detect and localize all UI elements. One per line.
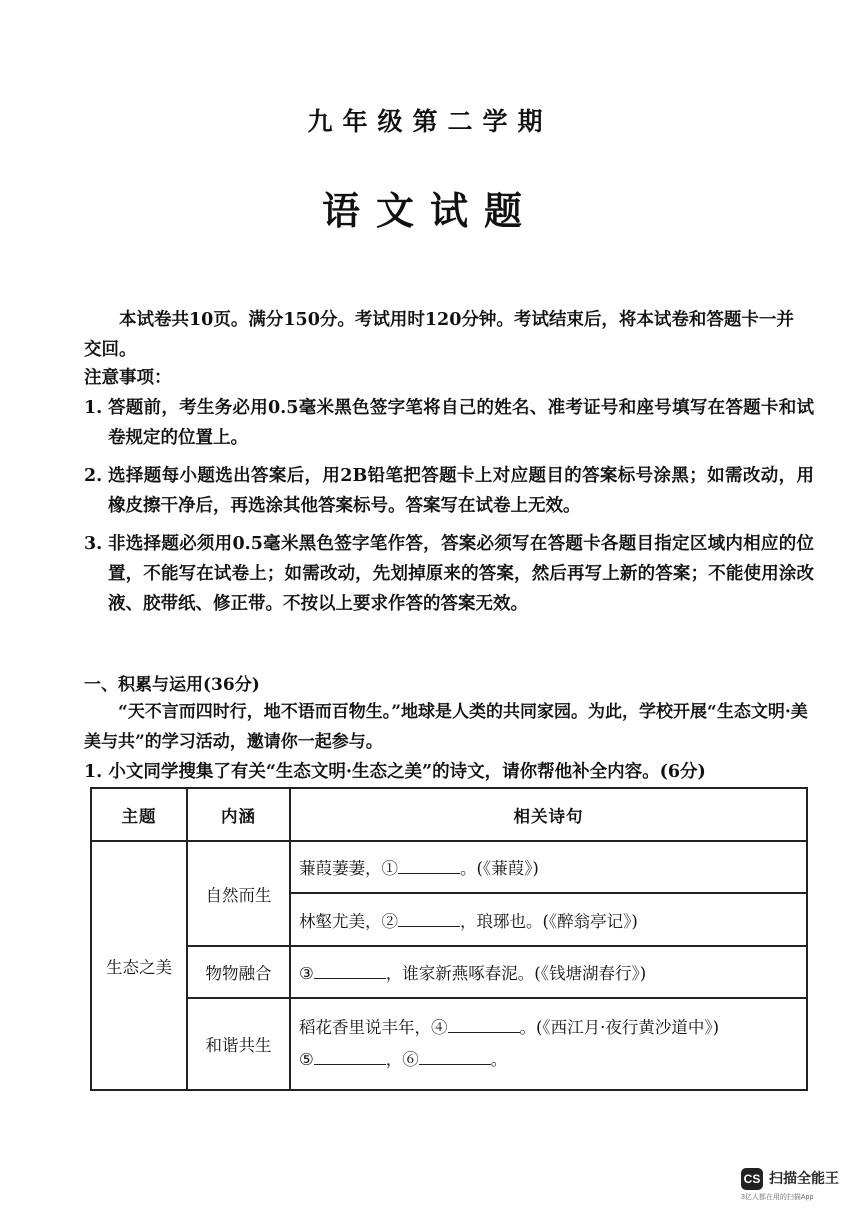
answer-blank-1[interactable] bbox=[398, 857, 460, 875]
watermark-text bbox=[769, 1168, 839, 1188]
exam-subtitle: 九年级第二学期 bbox=[307, 107, 553, 136]
poem-text: 。(《蒹葭》) bbox=[460, 859, 539, 878]
scanner-watermark bbox=[741, 1168, 839, 1201]
notice-item-text: 答题前，考生务必用0.5毫米黑色签字笔将自己的姓名、准考证号和座号填写在答题卡和试卷规定的位置上。 bbox=[108, 398, 814, 448]
poem-cell bbox=[290, 893, 807, 946]
poem-text: 林壑尤美，② bbox=[299, 911, 398, 931]
camscanner-logo-icon: CS bbox=[741, 1168, 763, 1190]
notice-item-number: 1. bbox=[84, 398, 103, 418]
meaning-cell: 和谐共生 bbox=[187, 998, 290, 1090]
header-theme: 主题 bbox=[91, 788, 187, 841]
notice-list bbox=[84, 393, 814, 627]
exam-intro: 本试卷共10页。满分150分。考试用时120分钟。考试结束后，将本试卷和答题卡一并交回。 bbox=[84, 310, 794, 360]
poem-text: ⑤ bbox=[299, 1050, 314, 1069]
table-row bbox=[91, 998, 807, 1090]
poem-line bbox=[299, 1012, 798, 1044]
question-1: 1. 小文同学搜集了有关“生态文明·生态之美”的诗文，请你帮他补全内容。(6分) bbox=[84, 762, 706, 782]
section-heading: 一、积累与运用(36分) bbox=[84, 675, 260, 695]
poem-text: 蒹葭萋萋，① bbox=[299, 859, 398, 878]
answer-blank-5[interactable] bbox=[314, 1048, 386, 1066]
table-row bbox=[91, 841, 807, 893]
watermark-name: 扫描全能王 bbox=[769, 1170, 839, 1186]
answer-blank-6[interactable] bbox=[419, 1048, 491, 1066]
watermark-tagline: 3亿人都在用的扫描App bbox=[741, 1194, 814, 1201]
notice-item-number: 3. bbox=[84, 534, 103, 554]
meaning-cell: 自然而生 bbox=[187, 841, 290, 946]
meaning-cell: 物物融合 bbox=[187, 946, 290, 998]
poem-text: ，谁家新燕啄春泥。(《钱塘湖春行》) bbox=[385, 964, 647, 983]
notice-item-text: 选择题每小题选出答案后，用2B铅笔把答题卡上对应题目的答案标号涂黑；如需改动，用橡皮擦干净后，再选涂其他答案标号。答案写在试卷上无效。 bbox=[108, 466, 814, 516]
notice-item-text: 非选择题必须用0.5毫米黑色签字笔作答，答案必须写在答题卡各题目指定区域内相应的位置，不能写在试卷上；如需改动，先划掉原来的答案，然后再写上新的答案；不能使用涂改液、胶带纸、修正带。不按以上要求作答的答案无效。 bbox=[108, 534, 814, 614]
notice-item bbox=[84, 529, 814, 619]
poem-cell bbox=[290, 841, 807, 893]
notice-item bbox=[84, 461, 814, 521]
table-row bbox=[91, 946, 807, 998]
answer-blank-2[interactable] bbox=[398, 909, 460, 927]
table-header-row bbox=[91, 788, 807, 841]
notice-heading: 注意事项： bbox=[84, 368, 172, 388]
poem-text: 。(《西江月·夜行黄沙道中》) bbox=[519, 1018, 720, 1037]
header-poems: 相关诗句 bbox=[290, 788, 807, 841]
notice-item-number: 2. bbox=[84, 466, 103, 486]
poem-cell bbox=[290, 998, 807, 1090]
answer-blank-4[interactable] bbox=[448, 1016, 520, 1034]
poem-text: ③ bbox=[299, 964, 314, 983]
poem-table bbox=[90, 787, 808, 1091]
poem-text: ，琅琊也。(《醉翁亭记》) bbox=[460, 911, 638, 931]
exam-title: 语文试题 bbox=[321, 188, 538, 233]
poem-cell bbox=[290, 946, 807, 998]
notice-item bbox=[84, 393, 814, 453]
section-intro: “天不言而四时行，地不语而百物生。”地球是人类的共同家园。为此，学校开展“生态文明·美美与共”的学习活动，邀请你一起参与。 bbox=[84, 702, 808, 752]
poem-text: 稻花香里说丰年，④ bbox=[299, 1018, 448, 1037]
answer-blank-3[interactable] bbox=[314, 962, 386, 980]
poem-line bbox=[299, 1044, 798, 1076]
header-meaning: 内涵 bbox=[187, 788, 290, 841]
poem-text: ，⑥ bbox=[385, 1050, 419, 1069]
poem-text: 。 bbox=[490, 1050, 508, 1069]
theme-cell: 生态之美 bbox=[91, 841, 187, 1090]
